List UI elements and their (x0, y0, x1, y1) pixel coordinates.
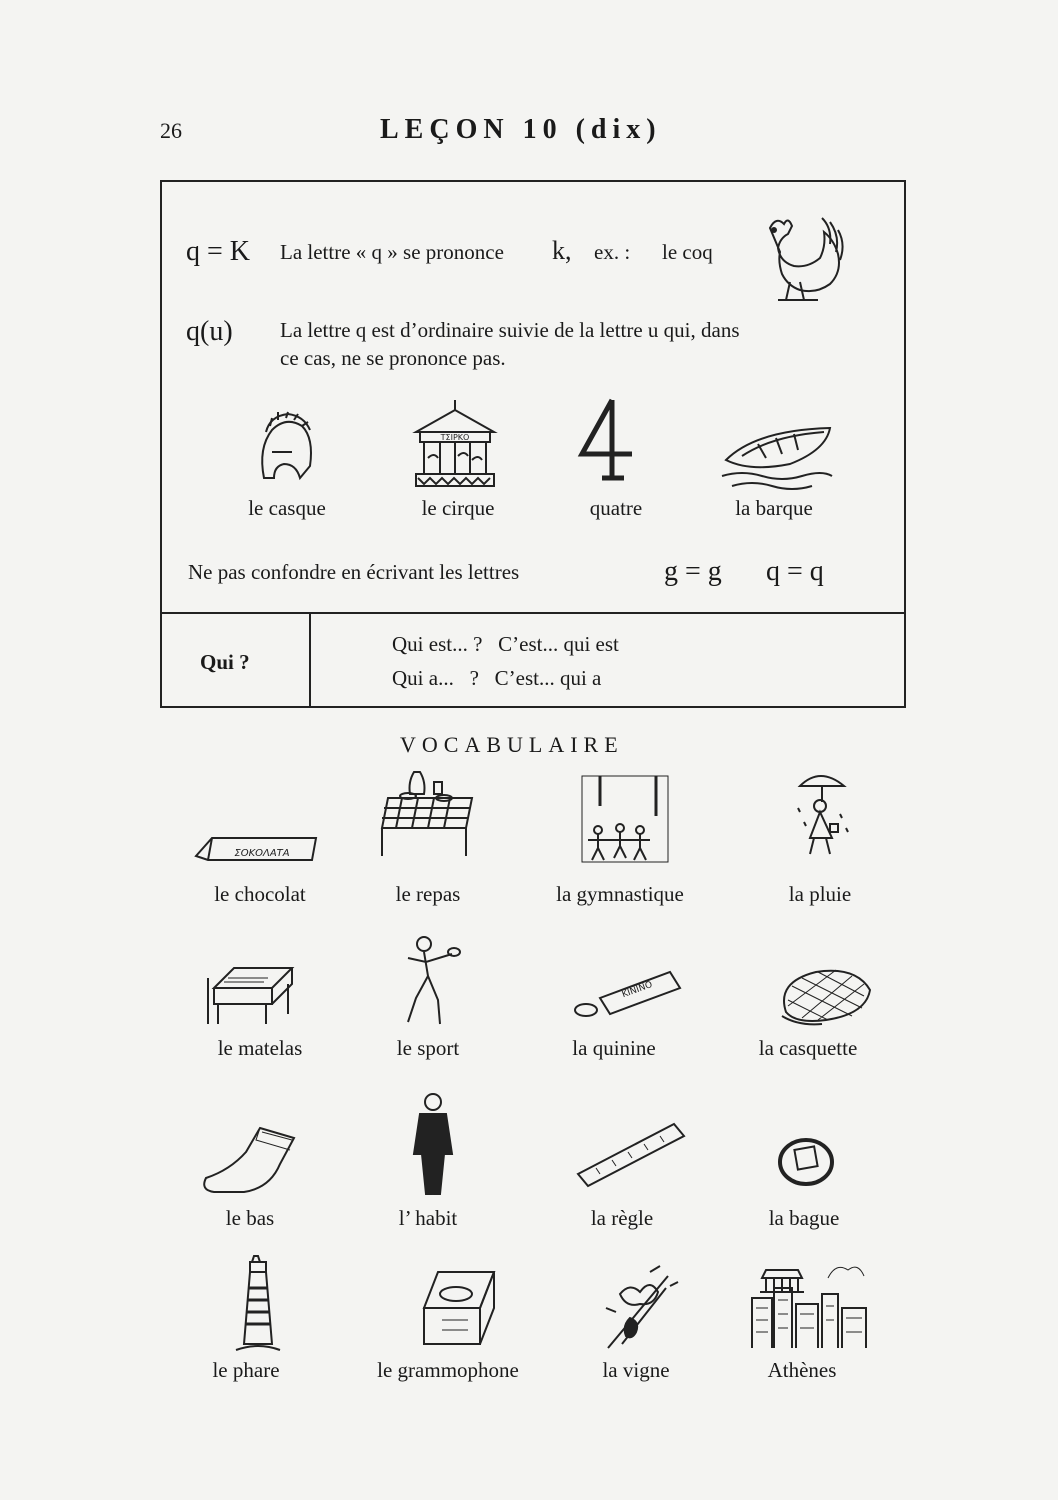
helmet-icon (254, 412, 314, 484)
vocab-pluie: la pluie (788, 882, 852, 906)
grapevine-icon (600, 1264, 680, 1354)
vocab-bas: le bas (225, 1206, 275, 1230)
qui-line-1: Qui est... ? C’est... qui est (392, 632, 619, 656)
page-number: 26 (160, 118, 182, 143)
vocab-repas: le repas (395, 882, 461, 906)
mans-suit-icon (410, 1092, 456, 1198)
rule-example-prefix: ex. : (594, 240, 631, 264)
vocab-bague: la bague (768, 1206, 840, 1230)
vocab-regle: la règle (590, 1206, 654, 1230)
confuse-pair-g: g = g (664, 556, 722, 587)
qui-box (160, 614, 906, 708)
number-four-icon (578, 398, 638, 480)
chocolate-bar-icon (192, 832, 322, 872)
svg-text:KININO: KININO (620, 979, 654, 1001)
rule-q-k-text: La lettre « q » se prononce (280, 240, 504, 264)
vocab-habit: l’ habit (398, 1206, 458, 1230)
gymnastics-class-icon (580, 772, 670, 864)
vocab-casquette: la casquette (758, 1036, 858, 1060)
rooster-icon (752, 208, 852, 308)
vocab-athenes: Athènes (767, 1358, 837, 1382)
quinine-tube-icon (574, 968, 684, 1022)
svg-text:ΣΟΚΟΛΑΤΑ: ΣΟΚΟΛΑΤΑ (234, 848, 290, 859)
page-title: LEÇON 10 (dix) (380, 114, 662, 145)
qui-box-divider (309, 614, 311, 706)
qui-label: Qui ? (200, 650, 250, 674)
mattress-icon (204, 964, 294, 1028)
svg-text:ΤΣΙΡΚΟ: ΤΣΙΡΚΟ (440, 433, 470, 442)
rule-item-casque: le casque (248, 496, 326, 520)
qui-line-2: Qui a... ? C’est... qui a (392, 666, 602, 690)
rule-qu-symbol: q(u) (186, 316, 233, 347)
vocab-quinine: la quinine (572, 1036, 656, 1060)
vocab-vigne: la vigne (602, 1358, 670, 1382)
lighthouse-icon (236, 1254, 280, 1354)
rule-q-k-symbol: q = K (186, 236, 251, 267)
rule-item-barque: la barque (735, 496, 813, 520)
ruler-icon (576, 1120, 686, 1186)
ring-icon (774, 1128, 838, 1192)
vocabulary-title: VOCABULAIRE (400, 732, 624, 757)
rule-example: le coq (662, 240, 713, 264)
rowboat-icon (722, 424, 832, 490)
stocking-icon (200, 1124, 300, 1196)
vocab-grammophone: le grammophone (377, 1358, 519, 1382)
rule-item-quatre: quatre (589, 496, 643, 520)
vocab-matelas: le matelas (217, 1036, 303, 1060)
rule-item-cirque: le cirque (421, 496, 495, 520)
gramophone-box-icon (418, 1268, 498, 1352)
rule-k-sound: k, (552, 236, 572, 265)
vocab-gymnastique: la gymnastique (556, 882, 684, 906)
confuse-pair-q: q = q (766, 556, 824, 587)
confuse-text: Ne pas confondre en écrivant les lettres (188, 560, 520, 584)
vocab-phare: le phare (212, 1358, 280, 1382)
circus-carousel-icon (410, 398, 500, 490)
rain-girl-umbrella-icon (796, 768, 856, 860)
vocab-chocolat: le chocolat (214, 882, 306, 906)
flat-cap-icon (778, 966, 874, 1026)
discus-thrower-icon (404, 936, 464, 1028)
athens-city-icon (748, 1256, 872, 1350)
vocab-sport: le sport (396, 1036, 460, 1060)
rule-qu-line1: La lettre q est d’ordinaire suivie de la lettre u qui, dans (280, 318, 740, 342)
rule-qu-line2: ce cas, ne se prononce pas. (280, 346, 506, 370)
dinner-table-icon (378, 768, 478, 860)
